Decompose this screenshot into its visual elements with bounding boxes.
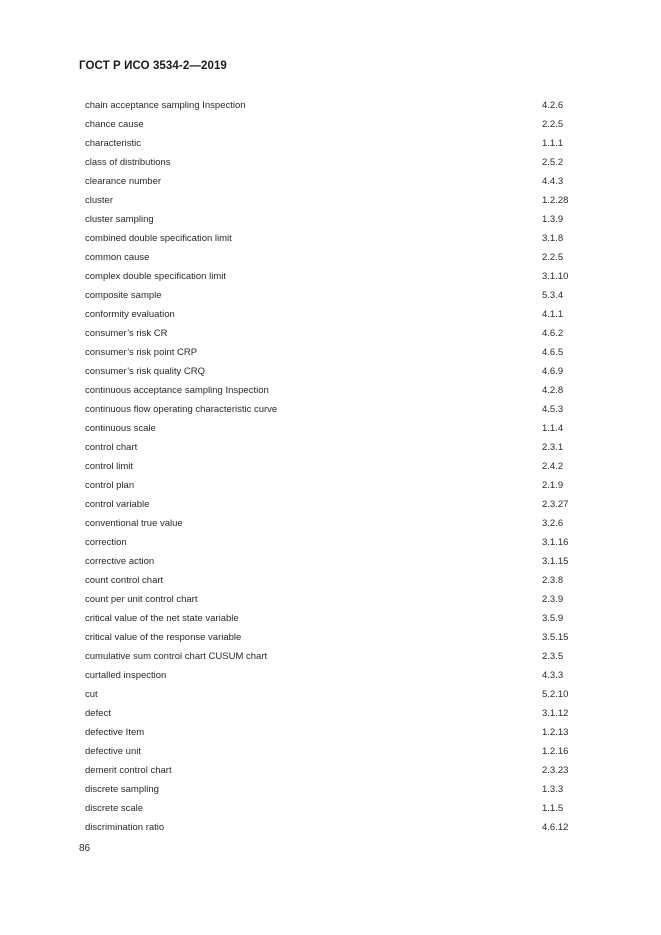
index-row [85,438,585,457]
index-ref: 1.1.5 [542,803,564,814]
index-term: cluster [85,195,113,206]
index-term: control plan [85,480,135,491]
index-term: critical value of the response variable [85,632,242,643]
index-term: combined double specification limit [85,233,232,244]
index-ref: 3.5.15 [542,632,569,643]
index-row [85,153,585,172]
index-row [85,476,585,495]
index-term: conventional true value [85,518,183,529]
index-ref: 2.3.27 [542,499,569,510]
index-row [85,590,585,609]
index-row [85,400,585,419]
index-ref: 1.3.3 [542,784,564,795]
index-row [85,533,585,552]
index-ref: 4.6.12 [542,822,569,833]
index-term: discrete sampling [85,784,159,795]
index-ref: 3.1.8 [542,233,564,244]
index-term: discrimination ratio [85,822,165,833]
index-row [85,628,585,647]
index-row [85,419,585,438]
index-ref: 4.6.9 [542,366,564,377]
index-row [85,381,585,400]
index-ref: 2.3.9 [542,594,564,605]
index-ref: 4.2.6 [542,100,564,111]
index-term: consumer’s risk quality CRQ [85,366,206,377]
index-term: conformity evaluation [85,309,175,320]
index-ref: 2.3.8 [542,575,564,586]
index-row [85,761,585,780]
index-row [85,514,585,533]
index-ref: 1.3.9 [542,214,564,225]
index-row [85,134,585,153]
index-row [85,552,585,571]
index-row [85,704,585,723]
index-row [85,609,585,628]
index-term: corrective action [85,556,155,567]
index-ref: 5.2.10 [542,689,569,700]
index-term: consumer’s risk CR [85,328,168,339]
index-term: consumer’s risk point CRP [85,347,198,358]
index-term: count per unit control chart [85,594,198,605]
index-ref: 1.2.28 [542,195,569,206]
index-ref: 4.4.3 [542,176,564,187]
index-term: defective unit [85,746,141,757]
index-term: control chart [85,442,138,453]
index-row [85,324,585,343]
index-row [85,723,585,742]
index-row [85,115,585,134]
index-ref: 2.4.2 [542,461,564,472]
index-row [85,96,585,115]
index-term: curtalled inspection [85,670,167,681]
index-ref: 4.1.1 [542,309,564,320]
index-ref: 3.1.15 [542,556,569,567]
index-term: cluster sampling [85,214,154,225]
index-row [85,799,585,818]
index-term: defective Item [85,727,145,738]
index-ref: 2.3.5 [542,651,564,662]
index-row [85,457,585,476]
index-row [85,666,585,685]
index-row [85,248,585,267]
index-term: control variable [85,499,150,510]
index-row [85,647,585,666]
page-header: ГОСТ Р ИСО 3534-2—2019 [79,60,227,72]
index-ref: 2.1.9 [542,480,564,491]
index-row [85,818,585,837]
index-term: critical value of the net state variable [85,613,239,624]
index-term: characteristic [85,138,141,149]
index-term: defect [85,708,111,719]
index-row [85,267,585,286]
index-list [85,96,585,837]
index-term: cumulative sum control chart CUSUM chart [85,651,268,662]
index-row [85,191,585,210]
index-row [85,172,585,191]
index-ref: 2.2.5 [542,252,564,263]
index-ref: 2.3.1 [542,442,564,453]
index-row [85,362,585,381]
index-ref: 2.2.5 [542,119,564,130]
index-ref: 5.3.4 [542,290,564,301]
index-ref: 3.1.16 [542,537,569,548]
index-row [85,571,585,590]
index-row [85,343,585,362]
index-term: class of distributions [85,157,171,168]
index-row [85,742,585,761]
index-term: correction [85,537,127,548]
index-ref: 4.2.8 [542,385,564,396]
index-ref: 2.3.23 [542,765,569,776]
index-ref: 1.2.13 [542,727,569,738]
index-ref: 3.2.6 [542,518,564,529]
index-row [85,495,585,514]
index-row [85,685,585,704]
index-term: chance cause [85,119,144,130]
index-term: discrete scale [85,803,144,814]
index-term: composite sample [85,290,162,301]
index-ref: 3.1.10 [542,271,569,282]
index-term: chain acceptance sampling Inspection [85,100,246,111]
index-ref: 1.1.4 [542,423,564,434]
index-term: count control chart [85,575,164,586]
index-row [85,286,585,305]
page-number: 86 [79,843,91,854]
index-term: continuous acceptance sampling Inspection [85,385,269,396]
index-term: common cause [85,252,150,263]
index-ref: 2.5.2 [542,157,564,168]
index-ref: 4.3.3 [542,670,564,681]
index-term: clearance number [85,176,162,187]
index-row [85,780,585,799]
index-ref: 1.1.1 [542,138,564,149]
index-term: complex double specification limit [85,271,226,282]
index-ref: 3.1.12 [542,708,569,719]
index-ref: 3.5.9 [542,613,564,624]
index-term: continuous flow operating characteristic curve [85,404,278,415]
index-term: control limit [85,461,134,472]
index-row [85,229,585,248]
index-term: demerit control chart [85,765,172,776]
index-ref: 1.2.16 [542,746,569,757]
index-ref: 4.5.3 [542,404,564,415]
index-ref: 4.6.5 [542,347,564,358]
index-ref: 4.6.2 [542,328,564,339]
index-term: continuous scale [85,423,156,434]
index-row [85,305,585,324]
index-term: cut [85,689,98,700]
index-row [85,210,585,229]
